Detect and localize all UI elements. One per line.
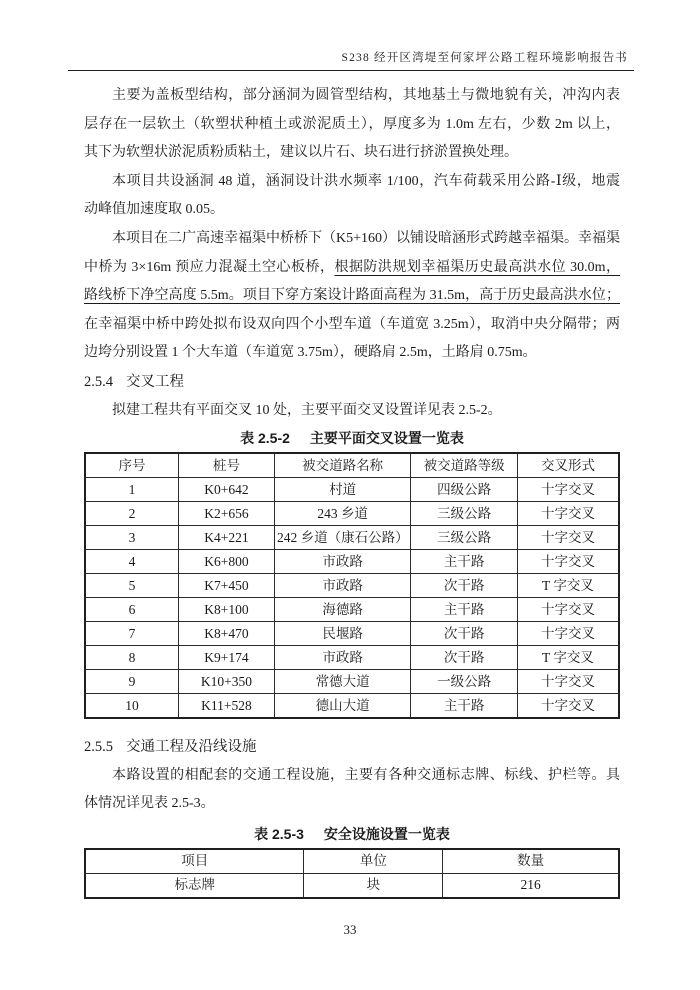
body-line: 本路设置的相配套的交通工程设施，主要有各种交通标志牌、标线、护栏等。具	[112, 767, 620, 783]
table-cell: 次干路	[411, 622, 518, 646]
table-row	[85, 478, 619, 502]
body-line	[84, 282, 620, 311]
intersections-table	[84, 452, 620, 719]
table-cell: 市政路	[275, 574, 411, 598]
table-cell: 三级公路	[411, 502, 518, 526]
table-cell: K10+350	[178, 670, 274, 694]
table-cell: 次干路	[411, 574, 518, 598]
body-line: 边垮分别设置 1 个大车道（车道宽 3.75m），硬路肩 2.5m，土路肩 0.75m。	[84, 345, 537, 361]
column-header: 项目	[85, 849, 304, 874]
table-cell: 民堰路	[275, 622, 411, 646]
header-rule	[68, 70, 634, 71]
table-cell: K8+470	[178, 622, 274, 646]
section-number: 2.5.5	[84, 739, 113, 756]
table-caption-2-5-3	[84, 821, 620, 848]
page-content	[84, 82, 620, 899]
paragraph-bridge-crossing	[84, 225, 620, 368]
table-cell: 次干路	[411, 646, 518, 670]
table-cell: K2+656	[178, 502, 274, 526]
table-cell: 十字交叉	[518, 478, 620, 502]
table-cell: K11+528	[178, 694, 274, 719]
table-cell: 2	[85, 502, 178, 526]
column-header: 被交道路等级	[411, 453, 518, 478]
table-row	[85, 526, 619, 550]
table-cell: K7+450	[178, 574, 274, 598]
body-line: 层存在一层软土（软塑状种植土或淤泥质土），厚度多为 1.0m 左右，少数 2m 以上，	[84, 116, 620, 132]
table-row	[85, 694, 619, 719]
paragraph-culvert-count	[84, 168, 620, 225]
table-cell: K6+800	[178, 550, 274, 574]
page-number: 33	[343, 922, 357, 937]
running-header-title: S238 经开区湾堤至何家坪公路工程环境影响报告书	[341, 52, 628, 64]
table-cell: 1	[85, 478, 178, 502]
table-cell: K4+221	[178, 526, 274, 550]
table-cell: 三级公路	[411, 526, 518, 550]
table-cell: T 字交叉	[518, 646, 620, 670]
table-caption-2-5-2	[84, 425, 620, 452]
table-cell: 10	[85, 694, 178, 719]
column-header: 交叉形式	[518, 453, 620, 478]
table-cell: 8	[85, 646, 178, 670]
table-caption-label: 表 2.5-3	[254, 825, 304, 842]
table-cell: 5	[85, 574, 178, 598]
table-cell: 四级公路	[411, 478, 518, 502]
table-cell: 一级公路	[411, 670, 518, 694]
section-title: 交叉工程	[126, 373, 184, 390]
table-row	[85, 550, 619, 574]
body-text: 中桥为 3×16m 预应力混凝土空心板桥，	[84, 259, 335, 275]
column-header: 被交道路名称	[275, 453, 411, 478]
table-row	[85, 670, 619, 694]
body-line: 本项目共设涵洞 48 道，涵洞设计洪水频率 1/100，汽车荷载采用公路-Ⅰ级，地震	[112, 173, 620, 189]
table-cell: 十字交叉	[518, 670, 620, 694]
table-cell: 十字交叉	[518, 526, 620, 550]
table-cell: K0+642	[178, 478, 274, 502]
table-caption-label: 表 2.5-2	[240, 430, 290, 447]
underlined-text: 路线桥下净空高度 5.5m。项目下穿方案设计路面高程为 31.5m，高于历史最高洪水位；	[84, 288, 620, 304]
body-line: 动峰值加速度取 0.05。	[84, 202, 224, 218]
table-cell: 242 乡道（康石公路）	[275, 526, 411, 550]
table-cell: 市政路	[275, 646, 411, 670]
table-row	[85, 502, 619, 526]
table-row	[85, 598, 619, 622]
body-line: 其下为软塑状淤泥质粉质粘土，建议以片石、块石进行挤淤置换处理。	[84, 145, 518, 161]
table-cell: 十字交叉	[518, 550, 620, 574]
table-cell: 海德路	[275, 598, 411, 622]
table-cell: 216	[443, 873, 619, 898]
table-row	[85, 873, 619, 898]
paragraph-traffic-facilities	[84, 762, 620, 819]
table-cell: 市政路	[275, 550, 411, 574]
table-cell: T 字交叉	[518, 574, 620, 598]
column-header: 数量	[443, 849, 619, 874]
column-header: 桩号	[178, 453, 274, 478]
table-cell: 标志牌	[85, 873, 304, 898]
paragraph-intersections-intro: 拟建工程共有平面交叉 10 处，主要平面交叉设置详见表 2.5-2。	[112, 402, 502, 418]
paragraph-culvert-structure	[84, 82, 620, 168]
table-header-row	[85, 453, 619, 478]
table-cell: K8+100	[178, 598, 274, 622]
table-cell: 4	[85, 550, 178, 574]
table-row	[85, 646, 619, 670]
table-cell: 6	[85, 598, 178, 622]
table-cell: 十字交叉	[518, 598, 620, 622]
body-line	[84, 254, 620, 283]
table-cell: 3	[85, 526, 178, 550]
table-cell: 块	[304, 873, 443, 898]
safety-facilities-table	[84, 848, 620, 899]
table-cell: 7	[85, 622, 178, 646]
table-row	[85, 622, 619, 646]
table-cell: 十字交叉	[518, 694, 620, 719]
section-number: 2.5.4	[84, 373, 113, 390]
table-cell: 十字交叉	[518, 502, 620, 526]
body-line: 本项目在二广高速幸福渠中桥桥下（K5+160）以铺设暗涵形式跨越幸福渠。幸福渠	[112, 230, 620, 246]
section-heading-2-5-4	[84, 368, 620, 397]
table-header-row	[85, 849, 619, 874]
table-cell: 村道	[275, 478, 411, 502]
table-row	[85, 574, 619, 598]
table-cell: 德山大道	[275, 694, 411, 719]
section-title: 交通工程及沿线设施	[126, 739, 257, 756]
table-cell: 常德大道	[275, 670, 411, 694]
section-heading-2-5-5	[84, 733, 620, 762]
underlined-text: 根据防洪规划幸福渠历史最高洪水位 30.0m，	[334, 259, 620, 275]
table-cell: K9+174	[178, 646, 274, 670]
table-cell: 主干路	[411, 694, 518, 719]
table-caption-title: 主要平面交叉设置一览表	[309, 430, 464, 447]
body-line: 在幸福渠中桥中跨处拟布设双向四个小型车道（车道宽 3.25m），取消中央分隔带；两	[84, 316, 620, 332]
table-caption-title: 安全设施设置一览表	[323, 825, 450, 842]
table-cell: 主干路	[411, 598, 518, 622]
column-header: 单位	[304, 849, 443, 874]
body-line: 主要为盖板型结构，部分涵洞为圆管型结构，其地基土与微地貌有关，冲沟内表	[112, 88, 620, 103]
table-cell: 主干路	[411, 550, 518, 574]
column-header: 序号	[85, 453, 178, 478]
table-cell: 243 乡道	[275, 502, 411, 526]
body-line: 体情况详见表 2.5-3。	[84, 796, 215, 812]
table-cell: 9	[85, 670, 178, 694]
table-cell: 十字交叉	[518, 622, 620, 646]
